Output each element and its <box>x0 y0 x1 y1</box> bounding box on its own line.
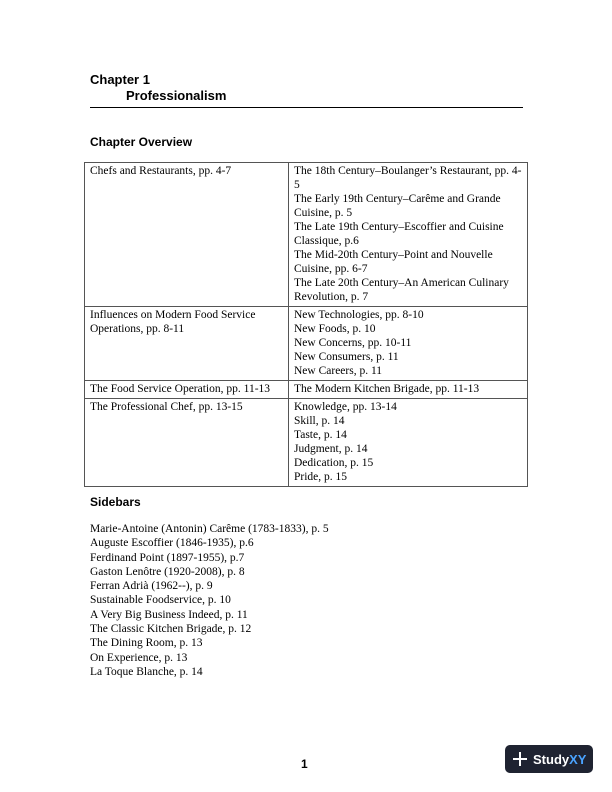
brand-name-main: Study <box>533 751 570 767</box>
overview-topic: Knowledge, pp. 13-14 <box>294 401 397 413</box>
overview-topic: New Technologies, pp. 8-10 <box>294 309 424 321</box>
sidebar-item: Ferdinand Point (1897-1955), p.7 <box>90 551 245 564</box>
sidebar-item: Gaston Lenôtre (1920-2008), p. 8 <box>90 565 245 578</box>
sidebar-item: The Classic Kitchen Brigade, p. 12 <box>90 623 252 636</box>
overview-topic: The Late 19th Century–Escoffier and Cuisine Classique, p.6 <box>294 221 504 247</box>
chapter-number: Chapter 1 <box>90 72 150 87</box>
sidebar-item: Ferran Adrià (1962--), p. 9 <box>90 580 213 593</box>
overview-topic: Pride, p. 15 <box>294 471 348 483</box>
overview-topics-cell <box>289 163 528 307</box>
sidebars-heading: Sidebars <box>90 495 141 509</box>
overview-topic: The Late 20th Century–An American Culinary Revolution, p. 7 <box>294 277 509 303</box>
overview-section-cell: The Food Service Operation, pp. 11-13 <box>85 381 289 399</box>
overview-topic: The 18th Century–Boulanger’s Restaurant, pp. 4-5 <box>294 165 522 191</box>
overview-topic: New Careers, p. 11 <box>294 365 383 377</box>
overview-heading: Chapter Overview <box>90 135 193 149</box>
overview-topic: The Mid-20th Century–Point and Nouvelle Cuisine, pp. 6-7 <box>294 249 493 275</box>
chapter-header <box>90 72 523 108</box>
overview-row <box>85 399 528 487</box>
overview-row <box>85 381 528 399</box>
sidebar-list <box>90 522 329 679</box>
sidebar-item: A Very Big Business Indeed, p. 11 <box>90 608 248 621</box>
overview-table <box>84 162 528 487</box>
plus-icon <box>512 751 528 767</box>
brand-name-accent: XY <box>569 751 587 767</box>
overview-topic: Skill, p. 14 <box>294 415 345 427</box>
header-divider <box>90 107 523 108</box>
overview-row <box>85 307 528 381</box>
overview-section-cell: The Professional Chef, pp. 13-15 <box>85 399 289 487</box>
sidebar-item: Sustainable Foodservice, p. 10 <box>90 594 231 607</box>
overview-topics-cell <box>289 307 528 381</box>
chapter-title: Professionalism <box>126 88 227 103</box>
sidebar-item: Marie-Antoine (Antonin) Carême (1783-1833), p. 5 <box>90 523 329 535</box>
overview-topic: The Modern Kitchen Brigade, pp. 11-13 <box>294 383 480 395</box>
overview-topics-cell <box>289 381 528 399</box>
overview-section-cell: Influences on Modern Food Service Operations, pp. 8-11 <box>85 307 289 381</box>
overview-topic: Judgment, p. 14 <box>294 443 368 455</box>
overview-topics-cell <box>289 399 528 487</box>
brand-name <box>533 752 586 767</box>
overview-topic: The Early 19th Century–Carême and Grande Cuisine, p. 5 <box>294 193 501 219</box>
sidebar-item: On Experience, p. 13 <box>90 651 188 664</box>
studyxy-brand-badge[interactable] <box>505 745 593 773</box>
overview-topic: New Concerns, pp. 10-11 <box>294 337 412 349</box>
sidebar-item: La Toque Blanche, p. 14 <box>90 665 203 678</box>
overview-row <box>85 163 528 307</box>
sidebar-item: Auguste Escoffier (1846-1935), p.6 <box>90 537 254 550</box>
page-number: 1 <box>301 757 308 771</box>
overview-topic: New Foods, p. 10 <box>294 323 376 335</box>
overview-topic: Taste, p. 14 <box>294 429 347 441</box>
overview-topic: Dedication, p. 15 <box>294 457 374 469</box>
overview-topic: New Consumers, p. 11 <box>294 351 399 363</box>
sidebar-item: The Dining Room, p. 13 <box>90 637 203 650</box>
overview-section-cell: Chefs and Restaurants, pp. 4-7 <box>85 163 289 307</box>
overview-table-body <box>85 163 528 487</box>
